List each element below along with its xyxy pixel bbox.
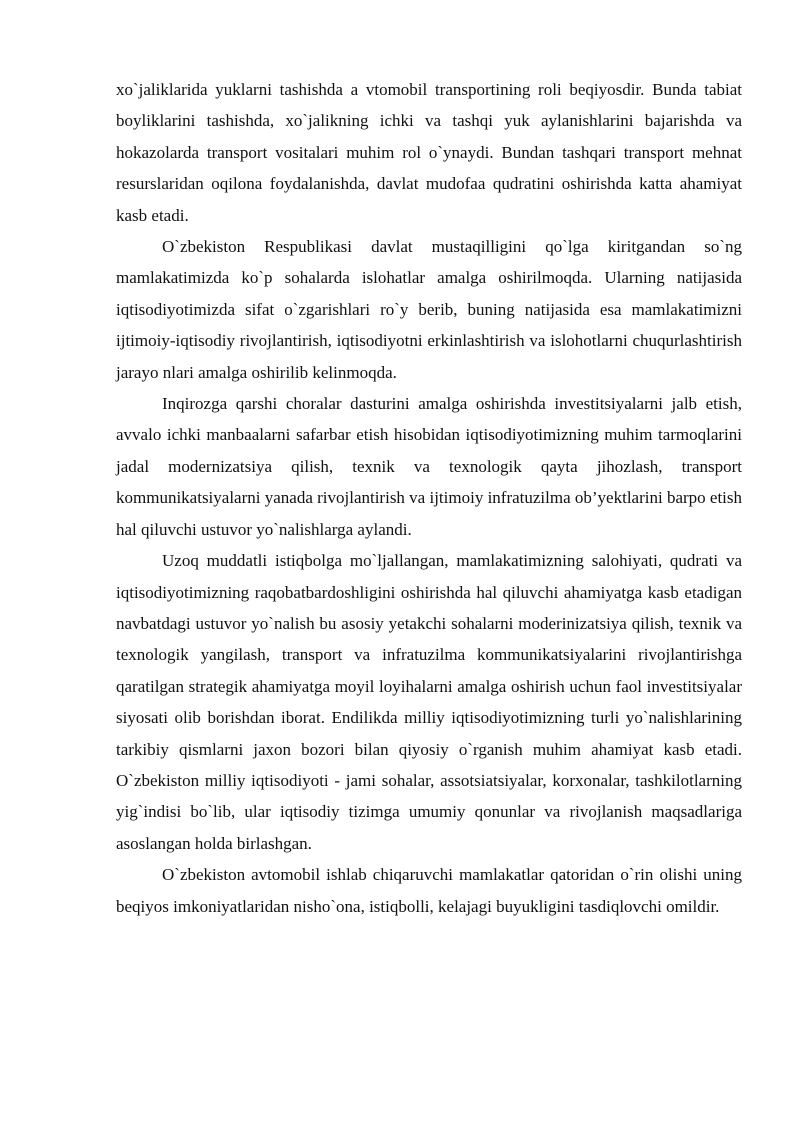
paragraph-long-term-priorities: Uzoq muddatli istiqbolga mo`ljallangan, mamlakatimizning salohiyati, qudrati va iqtisodiyotimizning raqobatbardoshligini oshirishda hal qiluvchi ahamiyatga kasb etadigan navbatdagi ustuvor yo`nalish bu asosiy yetakchi sohalarni moderinizatsiya qilish, texnik va texnologik yangilash, transport va infratuzilma kommunikatsiyalarini rivojlantirishga qaratilgan strategik ahamiyatga moyil loyihalarni amalga oshirish uchun faol investitsiyalar siyosati olib borishdan iborat. Endilikda milliy iqtisodiyotimizning turli yo`nalishlarining tarkibiy qismlarni jaxon bozori bilan qiyosiy o`rganish muhim ahamiyat kasb etadi. O`zbekiston milliy iqtisodiyoti - jami sohalar, assotsiatsiyalar, korxonalar, tashkilotlarning yig`indisi bo`lib, ular iqtisodiy tizimga umumiy qonunlar va rivojlanish maqsadlariga asoslangan holda birlashgan. — [116, 551, 742, 853]
paragraph-continuation: xo`jaliklarida yuklarni tashishda a vtomobil transportining roli beqiyosdir. Bunda tabiat boyliklarini tashishda, xo`jalikning ichki va tashqi yuk aylanishlarini bajarishda va hokazolarda transport vositalari muhim rol o`ynaydi. Bundan tashqari transport mehnat resurslaridan oqilona foydalanishda, davlat mudofaa qudratini oshirishda katta ahamiyat kasb etadi. — [116, 80, 742, 225]
paragraph-anti-crisis-program: Inqirozga qarshi choralar dasturini amalga oshirishda investitsiyalarni jalb etish, avvalo ichki manbaalarni safarbar etish hisobidan iqtisodiyotimizning muhim tarmoqlarini jadal modernizatsiya qilish, texnik va texnologik qayta jihozlash, transport kommunikatsiyalarni yanada rivojlantirish va ijtimoiy infratuzilma ob’yektlarini barpo etish hal qiluvchi ustuvor yo`nalishlarga aylandi. — [116, 394, 743, 539]
paragraph-automobile-production: O`zbekiston avtomobil ishlab chiqaruvchi mamlakatlar qatoridan o`rin olishi uning beqiyos imkoniyatlaridan nisho`ona, istiqbolli, kelajagi buyukligini tasdiqlovchi omildir. — [116, 865, 742, 916]
document-page — [116, 74, 742, 922]
paragraph-independence-reforms: O`zbekiston Respublikasi davlat mustaqilligini qo`lga kiritgandan so`ng mamlakatimizda ko`p sohalarda islohatlar amalga oshirilmoqda. Ularning natijasida iqtisodiyotimizda sifat o`zgarishlari ro`y berib, buning natijasida esa mamlakatimizni ijtimoiy-iqtisodiy rivojlantirish, iqtisodiyotni erkinlashtirish va islohotlarni chuqurlashtirish jarayo nlari amalga oshirilib kelinmoqda. — [116, 237, 742, 382]
